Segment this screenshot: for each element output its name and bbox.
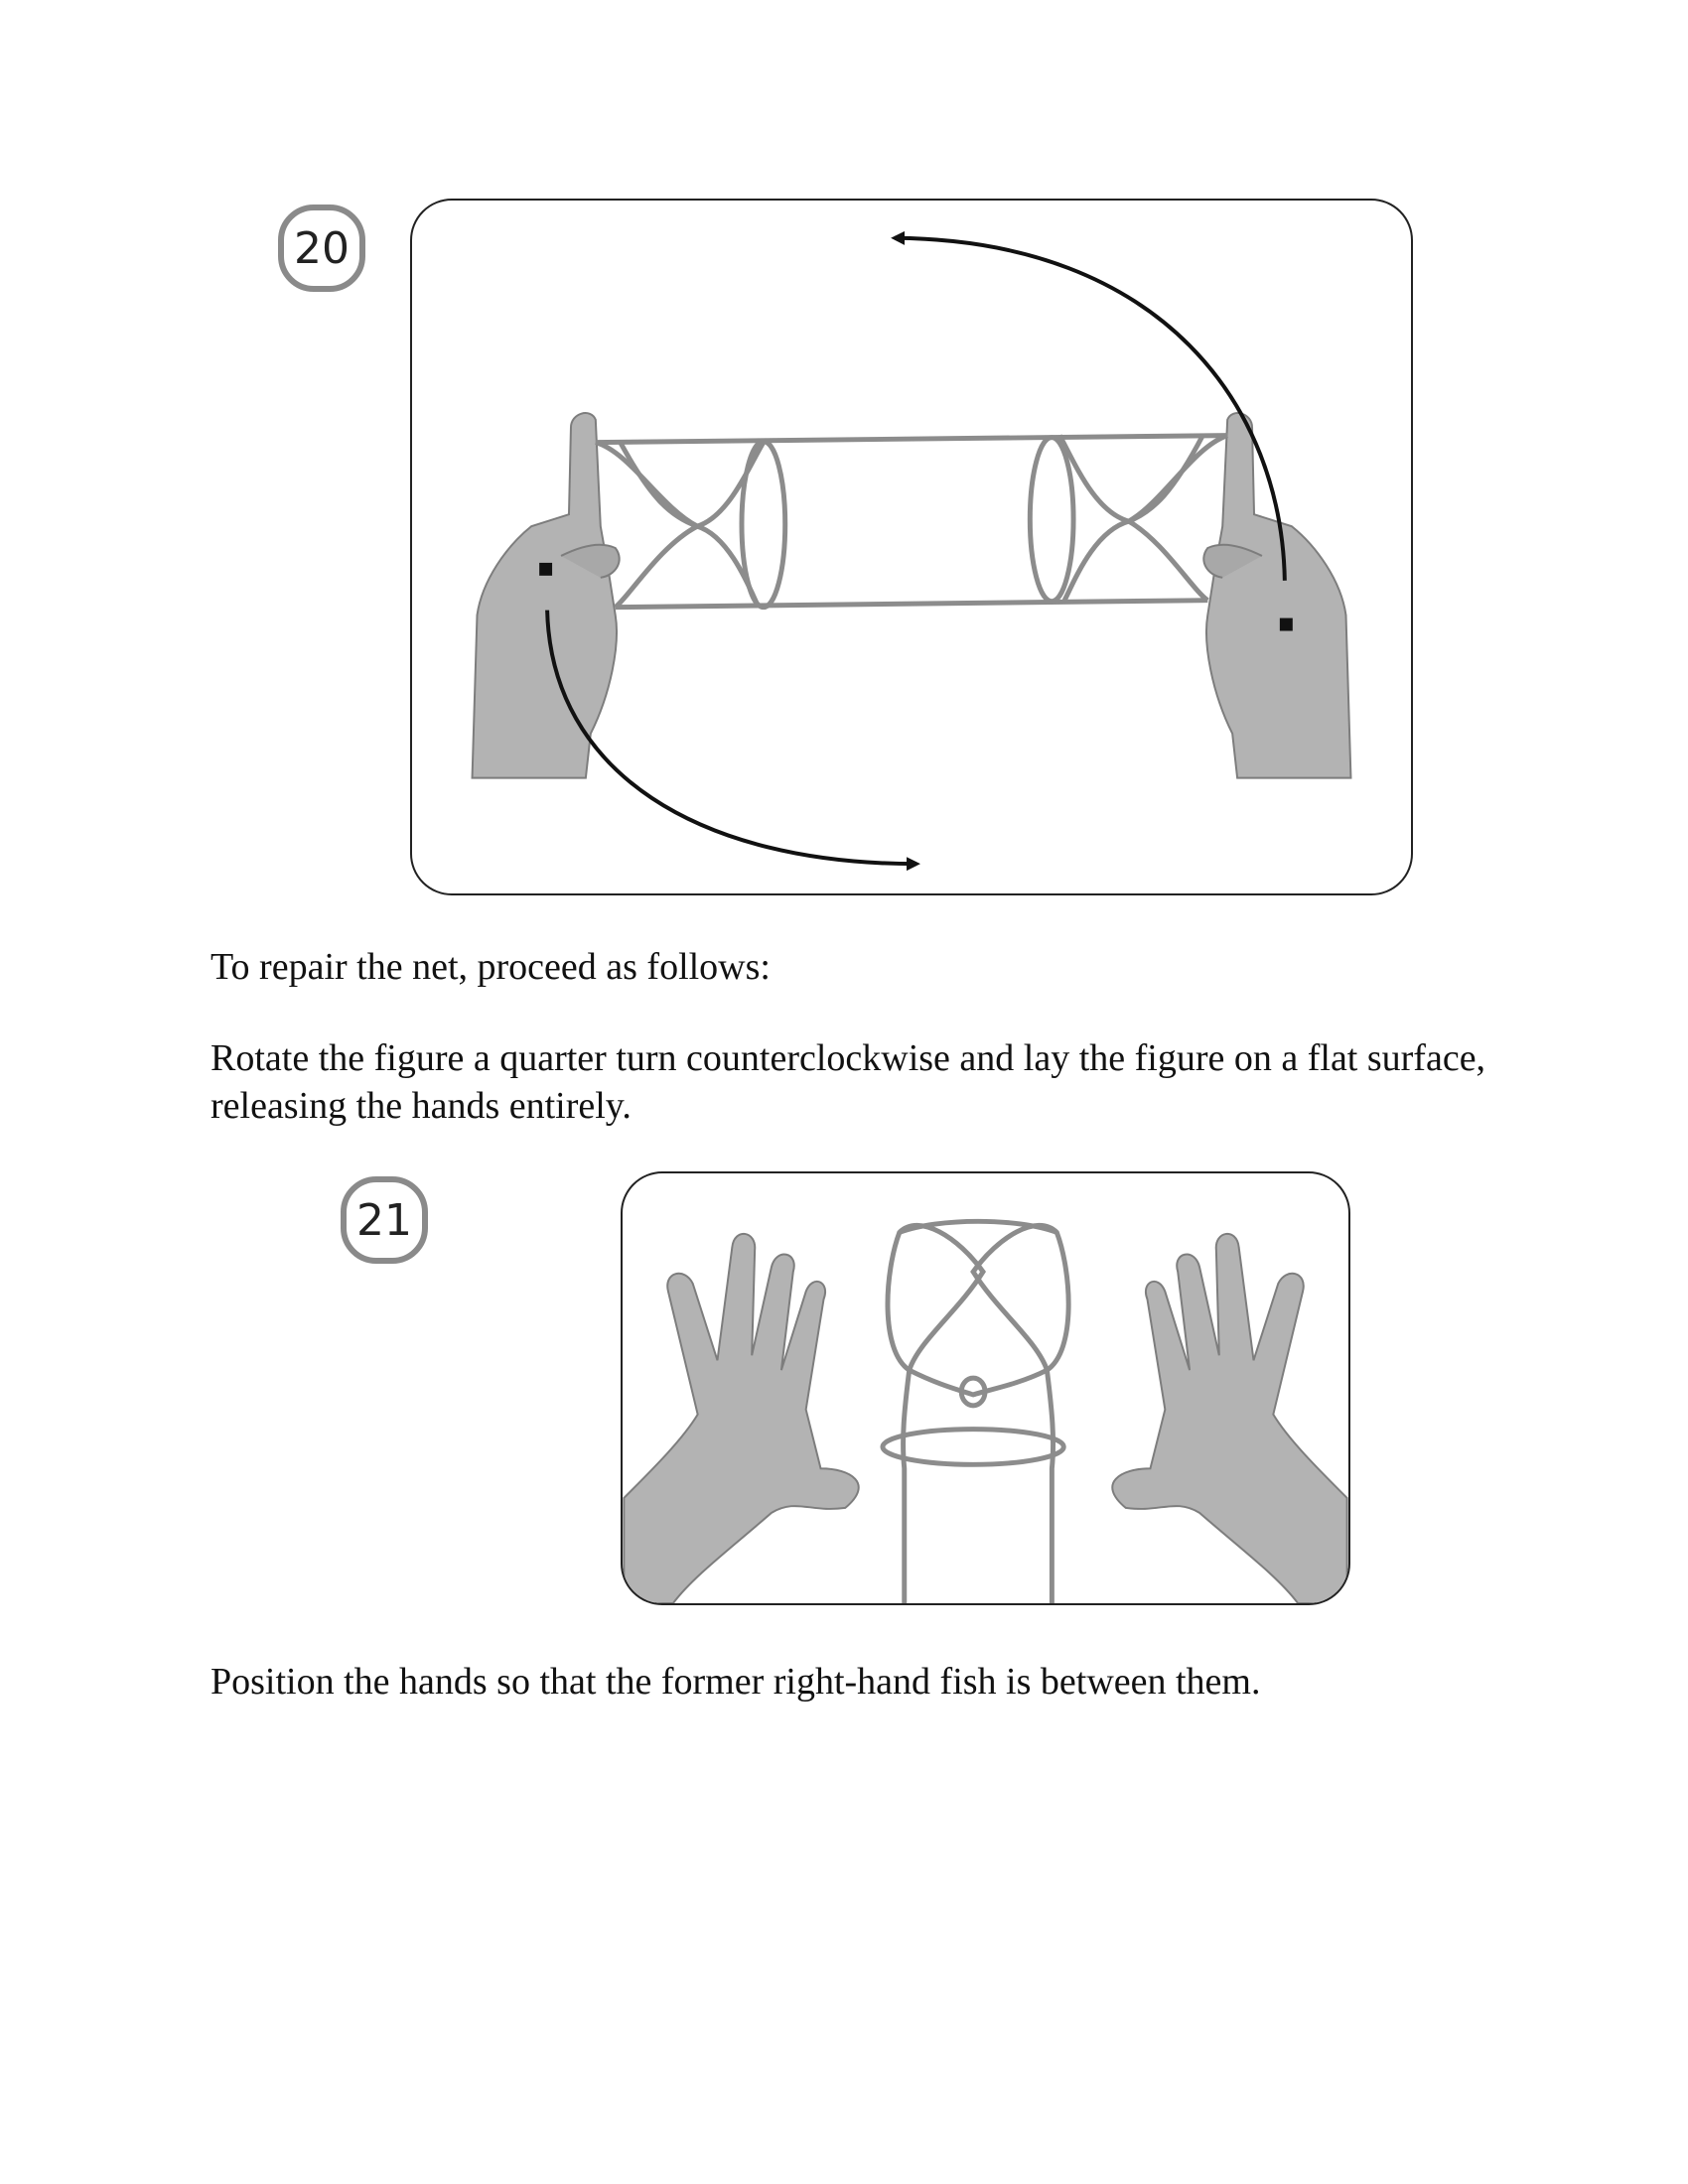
step-number-badge-21	[341, 1176, 428, 1264]
step-number-20: 20	[294, 222, 350, 274]
string-net-icon	[596, 436, 1227, 608]
left-open-hand-icon	[624, 1234, 858, 1603]
left-hand-marker-icon	[539, 563, 552, 576]
right-hand-marker-icon	[1280, 618, 1293, 631]
step-number-21: 21	[356, 1194, 412, 1246]
right-hand-icon	[1203, 413, 1350, 778]
position-instruction-text: Position the hands so that the former right-hand fish is between them.	[211, 1661, 1261, 1703]
rotate-instruction-text: Rotate the figure a quarter turn counterclockwise and lay the figure on a flat surface, releasing the hands entirely.	[211, 1037, 1486, 1127]
figure-step-20	[410, 199, 1413, 895]
hands-net-rotate-illustration-icon	[412, 201, 1411, 893]
step-number-badge-20	[278, 205, 365, 292]
left-hand-icon	[473, 413, 620, 778]
figure-step-21	[621, 1171, 1350, 1605]
repair-intro-text: To repair the net, proceed as follows:	[211, 946, 771, 988]
right-open-hand-icon	[1112, 1234, 1346, 1603]
hands-released-figure-illustration-icon	[623, 1173, 1348, 1603]
string-figure-icon	[883, 1221, 1068, 1603]
